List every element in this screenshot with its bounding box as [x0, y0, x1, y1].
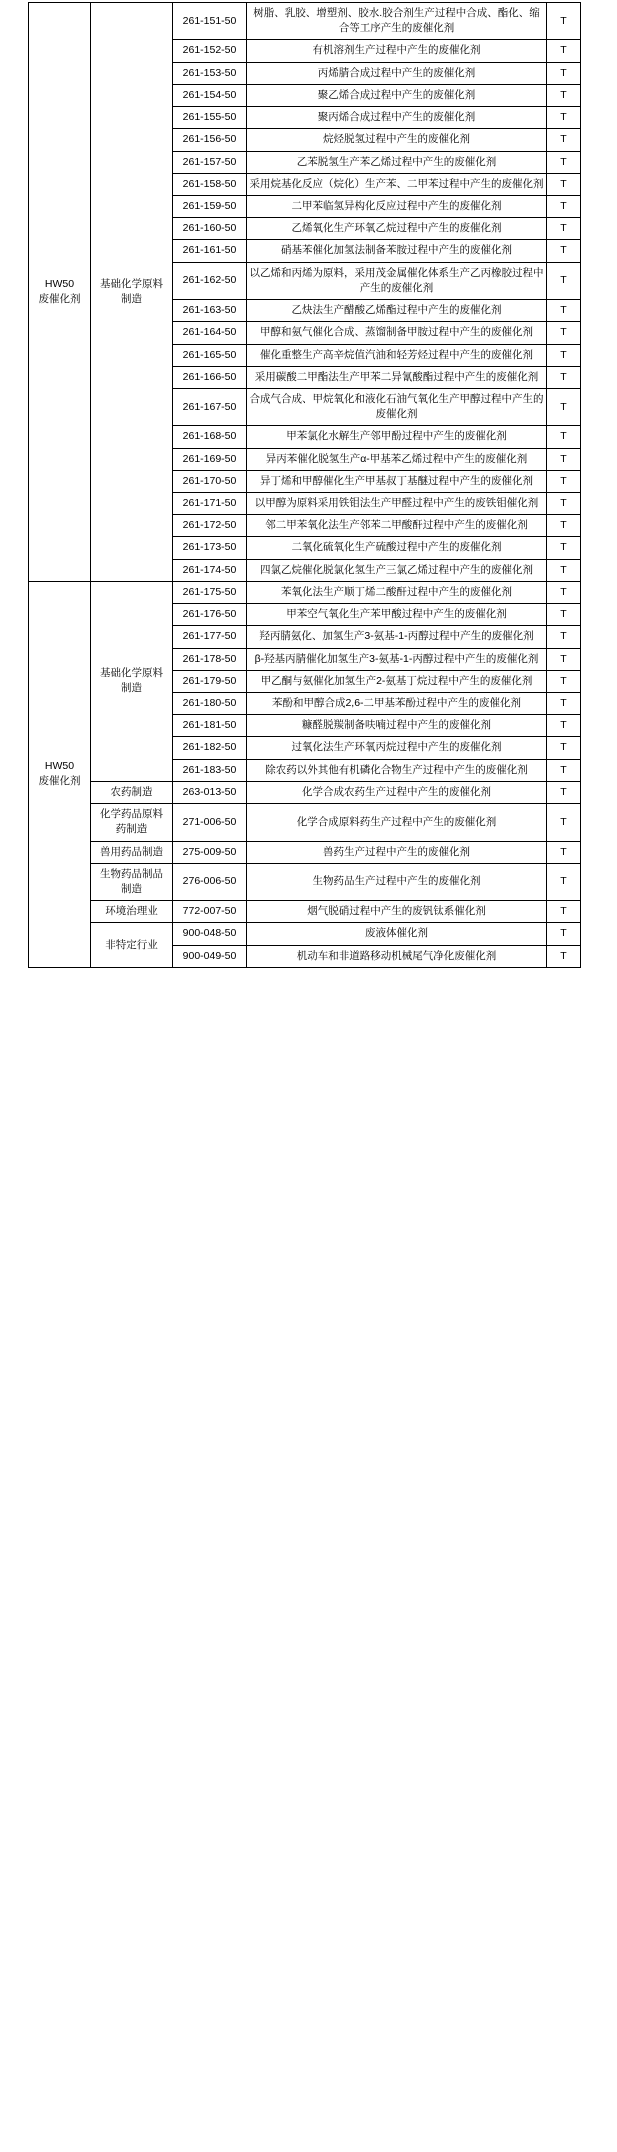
industry-source-label: 环境治理业	[105, 905, 158, 918]
waste-description-cell: 甲苯空气氧化生产苯甲酸过程中产生的废催化剂	[247, 604, 547, 626]
hazard-property-cell: T	[547, 759, 581, 781]
waste-code-cell: 261-160-50	[173, 218, 247, 240]
waste-description-cell: 以乙烯和丙烯为原料，采用茂金属催化体系生产乙丙橡胶过程中产生的废催化剂	[247, 262, 547, 299]
waste-code-cell: 276-006-50	[173, 863, 247, 900]
hazard-property-cell: T	[547, 62, 581, 84]
table-row	[29, 781, 581, 803]
industry-source-cell	[91, 863, 173, 900]
hazard-property-cell: T	[547, 151, 581, 173]
document-page	[0, 2, 617, 968]
waste-category-cell	[29, 581, 91, 967]
waste-description-cell: 异丁烯和甲醇催化生产甲基叔丁基醚过程中产生的废催化剂	[247, 470, 547, 492]
hazard-property-cell: T	[547, 129, 581, 151]
waste-code-cell: 261-177-50	[173, 626, 247, 648]
waste-code-cell: 261-157-50	[173, 151, 247, 173]
hazard-property-cell: T	[547, 737, 581, 759]
waste-code-cell: 261-158-50	[173, 173, 247, 195]
hazard-property-cell: T	[547, 240, 581, 262]
waste-code-cell: 261-176-50	[173, 604, 247, 626]
industry-source-cell	[91, 923, 173, 967]
hazard-property-cell: T	[547, 515, 581, 537]
table-body	[29, 3, 581, 968]
hazard-property-cell: T	[547, 218, 581, 240]
waste-description-cell: 苯氧化法生产顺丁烯二酸酐过程中产生的废催化剂	[247, 581, 547, 603]
waste-description-cell: 兽药生产过程中产生的废催化剂	[247, 841, 547, 863]
waste-description-cell: 聚乙烯合成过程中产生的废催化剂	[247, 84, 547, 106]
waste-code-cell: 261-170-50	[173, 470, 247, 492]
waste-code-cell: 261-166-50	[173, 366, 247, 388]
waste-description-cell: 乙炔法生产醋酸乙烯酯过程中产生的废催化剂	[247, 300, 547, 322]
hazard-property-cell: T	[547, 322, 581, 344]
waste-code-cell: 772-007-50	[173, 901, 247, 923]
industry-source-cell	[91, 3, 173, 582]
waste-description-cell: 除农药以外其他有机磷化合物生产过程中产生的废催化剂	[247, 759, 547, 781]
waste-description-cell: 以甲醇为原料采用铁钼法生产甲醛过程中产生的废铁钼催化剂	[247, 493, 547, 515]
waste-description-cell: 废液体催化剂	[247, 923, 547, 945]
table-row	[29, 841, 581, 863]
hazard-property-cell: T	[547, 670, 581, 692]
waste-code-cell: 261-163-50	[173, 300, 247, 322]
waste-description-cell: 甲乙酮与氨催化加氢生产2-氨基丁烷过程中产生的废催化剂	[247, 670, 547, 692]
industry-source-label: 制造	[121, 682, 142, 695]
waste-category-label: 废催化剂	[38, 775, 81, 788]
waste-description-cell: 生物药品生产过程中产生的废催化剂	[247, 863, 547, 900]
hazard-property-cell: T	[547, 173, 581, 195]
waste-description-cell: 树脂、乳胶、增塑剂、胶水.胶合剂生产过程中合成、酯化、缩合等工序产生的废催化剂	[247, 3, 547, 40]
waste-category-label: HW50	[44, 277, 75, 290]
waste-code-cell: 261-159-50	[173, 195, 247, 217]
hazard-property-cell: T	[547, 604, 581, 626]
waste-code-cell: 261-181-50	[173, 715, 247, 737]
waste-description-cell: 四氯乙烷催化脱氯化氢生产三氯乙烯过程中产生的废催化剂	[247, 559, 547, 581]
waste-description-cell: 化学合成原料药生产过程中产生的废催化剂	[247, 804, 547, 841]
table-row	[29, 901, 581, 923]
table-row	[29, 3, 581, 40]
hazard-property-cell: T	[547, 344, 581, 366]
hazard-property-cell: T	[547, 648, 581, 670]
waste-category-label: HW50	[44, 760, 75, 773]
industry-source-cell	[91, 804, 173, 841]
waste-code-cell: 261-152-50	[173, 40, 247, 62]
hazard-property-cell: T	[547, 366, 581, 388]
industry-source-cell	[91, 901, 173, 923]
waste-code-cell: 261-171-50	[173, 493, 247, 515]
waste-description-cell: 催化重整生产高辛烷值汽油和轻芳烃过程中产生的废催化剂	[247, 344, 547, 366]
hazard-property-cell: T	[547, 107, 581, 129]
hazard-property-cell: T	[547, 693, 581, 715]
waste-description-cell: 二甲苯临氢异构化反应过程中产生的废催化剂	[247, 195, 547, 217]
waste-category-cell	[29, 3, 91, 582]
hazard-property-cell: T	[547, 715, 581, 737]
table-row	[29, 804, 581, 841]
waste-code-cell: 261-172-50	[173, 515, 247, 537]
waste-code-cell: 261-178-50	[173, 648, 247, 670]
waste-code-cell: 261-154-50	[173, 84, 247, 106]
hazard-property-cell: T	[547, 841, 581, 863]
industry-source-cell	[91, 841, 173, 863]
hazard-property-cell: T	[547, 901, 581, 923]
hazard-property-cell: T	[547, 426, 581, 448]
hazard-property-cell: T	[547, 84, 581, 106]
waste-code-cell: 261-182-50	[173, 737, 247, 759]
waste-code-cell: 263-013-50	[173, 781, 247, 803]
waste-description-cell: 甲醇和氨气催化合成、蒸馏制备甲胺过程中产生的废催化剂	[247, 322, 547, 344]
waste-code-cell: 261-173-50	[173, 537, 247, 559]
waste-code-cell: 261-168-50	[173, 426, 247, 448]
waste-code-cell: 261-155-50	[173, 107, 247, 129]
hazard-property-cell: T	[547, 448, 581, 470]
waste-code-cell: 261-174-50	[173, 559, 247, 581]
waste-description-cell: 烟气脱硝过程中产生的废钒钛系催化剂	[247, 901, 547, 923]
waste-description-cell: 异丙苯催化脱氢生产α-甲基苯乙烯过程中产生的废催化剂	[247, 448, 547, 470]
industry-source-label: 制造	[121, 292, 142, 305]
waste-code-cell: 261-167-50	[173, 388, 247, 425]
hazard-property-cell: T	[547, 195, 581, 217]
waste-code-cell: 261-183-50	[173, 759, 247, 781]
waste-description-cell: 苯酚和甲醇合成2,6-二甲基苯酚过程中产生的废催化剂	[247, 693, 547, 715]
hazard-property-cell: T	[547, 923, 581, 945]
waste-description-cell: 有机溶剂生产过程中产生的废催化剂	[247, 40, 547, 62]
waste-code-cell: 261-153-50	[173, 62, 247, 84]
waste-description-cell: 邻二甲苯氧化法生产邻苯二甲酸酐过程中产生的废催化剂	[247, 515, 547, 537]
waste-description-cell: 硝基苯催化加氢法制备苯胺过程中产生的废催化剂	[247, 240, 547, 262]
waste-code-cell: 261-164-50	[173, 322, 247, 344]
industry-source-label: 生物药品制品	[100, 867, 163, 880]
waste-description-cell: 聚丙烯合成过程中产生的废催化剂	[247, 107, 547, 129]
waste-code-cell: 261-162-50	[173, 262, 247, 299]
waste-description-cell: 采用碳酸二甲酯法生产甲苯二异氰酸酯过程中产生的废催化剂	[247, 366, 547, 388]
waste-description-cell: 丙烯腈合成过程中产生的废催化剂	[247, 62, 547, 84]
waste-description-cell: 羟丙腈氨化、加氢生产3-氨基-1-丙醇过程中产生的废催化剂	[247, 626, 547, 648]
waste-code-cell: 261-175-50	[173, 581, 247, 603]
industry-source-label: 制造	[121, 882, 142, 895]
waste-code-cell: 261-179-50	[173, 670, 247, 692]
waste-code-cell: 261-156-50	[173, 129, 247, 151]
waste-description-cell: 二氧化硫氧化生产硫酸过程中产生的废催化剂	[247, 537, 547, 559]
table-row	[29, 581, 581, 603]
waste-code-cell: 275-009-50	[173, 841, 247, 863]
waste-description-cell: 过氧化法生产环氧丙烷过程中产生的废催化剂	[247, 737, 547, 759]
industry-source-label: 农药制造	[110, 785, 153, 798]
waste-description-cell: 乙苯脱氢生产苯乙烯过程中产生的废催化剂	[247, 151, 547, 173]
waste-description-cell: 甲苯氯化水解生产邻甲酚过程中产生的废催化剂	[247, 426, 547, 448]
hazard-property-cell: T	[547, 863, 581, 900]
hazard-property-cell: T	[547, 626, 581, 648]
industry-source-label: 非特定行业	[105, 938, 158, 951]
industry-source-label: 兽用药品制造	[100, 845, 163, 858]
waste-description-cell: 机动车和非道路移动机械尾气净化废催化剂	[247, 945, 547, 967]
industry-source-label: 基础化学原料	[100, 667, 163, 680]
industry-source-label: 基础化学原料	[100, 277, 163, 290]
waste-code-cell: 261-169-50	[173, 448, 247, 470]
industry-source-cell	[91, 781, 173, 803]
hazard-property-cell: T	[547, 493, 581, 515]
waste-description-cell: 化学合成农药生产过程中产生的废催化剂	[247, 781, 547, 803]
hazard-property-cell: T	[547, 388, 581, 425]
table-row	[29, 863, 581, 900]
table-row	[29, 923, 581, 945]
hazard-property-cell: T	[547, 40, 581, 62]
hazard-property-cell: T	[547, 300, 581, 322]
hazard-property-cell: T	[547, 804, 581, 841]
industry-source-label: 药制造	[115, 823, 148, 836]
waste-description-cell: 烷烃脱氢过程中产生的废催化剂	[247, 129, 547, 151]
hazard-property-cell: T	[547, 945, 581, 967]
waste-code-cell: 271-006-50	[173, 804, 247, 841]
waste-description-cell: 采用烷基化反应（烷化）生产苯、二甲苯过程中产生的废催化剂	[247, 173, 547, 195]
hazard-property-cell: T	[547, 537, 581, 559]
waste-description-cell: 合成气合成、甲烷氧化和液化石油气氧化生产甲醇过程中产生的废催化剂	[247, 388, 547, 425]
hazard-property-cell: T	[547, 3, 581, 40]
waste-category-label: 废催化剂	[38, 292, 81, 305]
hazard-property-cell: T	[547, 470, 581, 492]
waste-code-cell: 261-151-50	[173, 3, 247, 40]
hazard-property-cell: T	[547, 781, 581, 803]
waste-code-cell: 900-048-50	[173, 923, 247, 945]
hazard-property-cell: T	[547, 581, 581, 603]
hazard-property-cell: T	[547, 559, 581, 581]
waste-description-cell: β-羟基丙腈催化加氢生产3-氨基-1-丙醇过程中产生的废催化剂	[247, 648, 547, 670]
waste-description-cell: 糠醛脱羰制备呋喃过程中产生的废催化剂	[247, 715, 547, 737]
waste-code-cell: 261-180-50	[173, 693, 247, 715]
waste-code-cell: 261-165-50	[173, 344, 247, 366]
waste-code-cell: 261-161-50	[173, 240, 247, 262]
industry-source-cell	[91, 581, 173, 781]
industry-source-label: 化学药品原料	[100, 808, 163, 821]
waste-description-cell: 乙烯氧化生产环氧乙烷过程中产生的废催化剂	[247, 218, 547, 240]
hazardous-waste-table	[28, 2, 581, 968]
waste-code-cell: 900-049-50	[173, 945, 247, 967]
hazard-property-cell: T	[547, 262, 581, 299]
